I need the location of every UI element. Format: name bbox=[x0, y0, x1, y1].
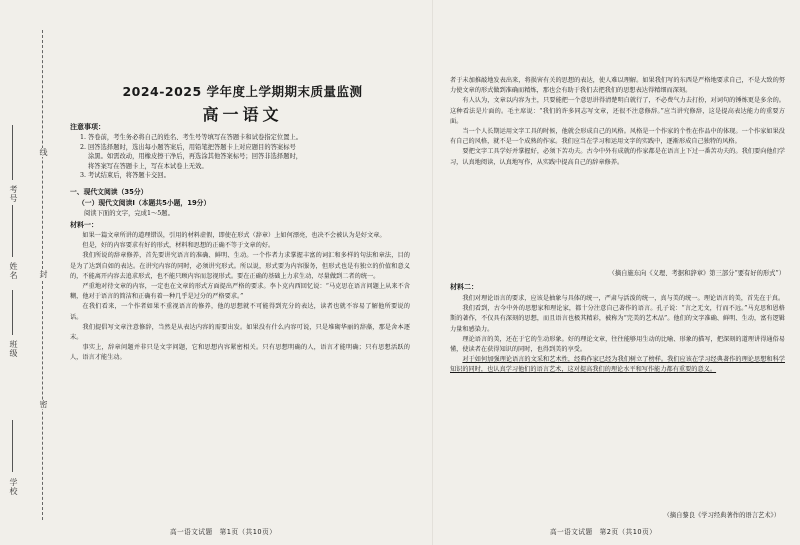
source-citation-one: （摘自施东向《义理、考据和辞章》第三部分“要有好的形式”） bbox=[608, 270, 785, 277]
paragraph: 者于未加推敲地发表出来，将损害有关的思想的表达，使人难以理解。如果我们写的东西是严格地要求自己，不是大致的努力使文章的形式做到准确而精炼，那也会有助于我们去把我们的思想表达得精细而深刻。 bbox=[450, 77, 785, 95]
notice-list bbox=[80, 133, 410, 181]
paragraph: 我们所说的辞章修养，首先要讲究语言的准确、鲜明、生动。一个作者力求掌握丰富的词汇和多样的句法和章法，目的是为了达到自如的表达。在讲究内容的同时，必须讲究形式。所以说，形式要为内容服务，但形式也是有独立的价值和意义的，不能离开内容去追求形式，也不能只顾内容而忽视形式。要在正确的基础上力求生动，尽量做到二者的统一。 bbox=[70, 252, 410, 280]
id-blank[interactable] bbox=[12, 125, 14, 180]
notice-item: 3. 考试结束后，将答题卡交回。 bbox=[80, 172, 170, 179]
binding-id-label: 考号 bbox=[9, 185, 18, 203]
page-footer-left: 高一语文试题 第1页（共10页） bbox=[170, 528, 277, 536]
material-one-continued bbox=[450, 76, 785, 254]
paragraph: 如果一篇文章所讲的道理错误，引用的材料虚假，即使在形式（辞章）上如何漂亮，也决不会被认为是好文章。 bbox=[82, 232, 386, 239]
reading-instruction: 阅读下面的文字，完成1～5题。 bbox=[84, 210, 174, 217]
school-blank[interactable] bbox=[12, 420, 14, 472]
material-one-heading: 材料一： bbox=[70, 221, 98, 229]
paragraph: 理论语言的美，还在于它的生动形象。好的理论文章，往往能够用生动的比喻、形象的描写，把深刻的道理讲得通俗易懂，使读者在获得知识的同时，也得到美的享受。 bbox=[450, 335, 785, 354]
paragraph: 在我们看来，一个作者如果不重视语言的修养，他的思想就不可能得到充分的表达，读者也就不容易了解他所要说的话。 bbox=[70, 303, 410, 321]
paragraph: 我们提倡写文章注意修辞，当然是从表达内容的需要出发。如果没有什么内容可说，只是堆砌华丽的辞藻，那是舍本逐末。 bbox=[70, 323, 410, 342]
seal-char-seal: 封 bbox=[39, 270, 48, 279]
paragraph: 事实上，辞章问题并非只是文字问题，它和思想内容紧密相关。只有思想明确的人，语言才能明确；只有思想活跃的人，语言才能生动。 bbox=[70, 344, 410, 362]
left-page bbox=[70, 0, 415, 545]
source-citation-two: （摘自黎良《学习经典著作的语言艺术》） bbox=[663, 512, 780, 519]
notice-item: 将答案写在答题卡上，写在本试卷上无效。 bbox=[88, 162, 208, 170]
material-two-text bbox=[450, 294, 785, 508]
material-one-text bbox=[70, 231, 410, 521]
section-heading: 一、现代文阅读（35分） bbox=[70, 188, 148, 196]
paragraph: 但是，好的内容要求有好的形式，材料和思想的正确不等于文章的好。 bbox=[82, 242, 275, 250]
subject-title: 高一语文 bbox=[202, 105, 283, 124]
page-footer-right: 高一语文试题 第2页（共10页） bbox=[550, 528, 657, 536]
notice-heading: 注意事项： bbox=[70, 123, 105, 131]
paragraph: 我们对理论语言的要求，应该是抽象与具体的统一，严肃与活泼的统一，真与美的统一。理论语言的美，首先在于真。 bbox=[462, 295, 785, 302]
binding-name-label: 姓名 bbox=[9, 262, 18, 280]
exam-title: 2024-2025 学年度上学期期末质量监测 bbox=[122, 84, 363, 99]
paragraph: 要把文字工具学好并掌握好，必须下苦功夫。古今中外有成就的作家都是在语言上下过一番苦功夫的。我们要向他们学习，认真地阅读，认真地写作，从实践中提高自己的辞章修养。 bbox=[450, 148, 785, 166]
binding-school-label: 学校 bbox=[9, 478, 18, 496]
paragraph: 对于如何加强理论语言的文采和艺术性，经典作家已经为我们树立了榜样。我们应该在学习经典著作的理论思想和科学知识的同时，也认真学习他们的语言艺术，这对提高我们的理论水平和写作能力都有重要的意义。 bbox=[450, 356, 785, 374]
class-blank[interactable] bbox=[12, 290, 14, 335]
notice-item: 1. 答卷前，考生务必将自己的姓名、考生号等填写在答题卡和试卷指定位置上。 bbox=[80, 134, 303, 141]
seal-char-line: 线 bbox=[39, 148, 48, 157]
seal-char-secret: 密 bbox=[39, 400, 48, 409]
page-divider bbox=[432, 0, 433, 545]
name-blank[interactable] bbox=[12, 205, 14, 257]
material-two-heading: 材料二： bbox=[450, 283, 478, 291]
paragraph: 严重地对待文章的内容，一定也在文章的形式方面提出严格的要求。李卜克内西回忆说：“马克思在语言问题上从来不含糊，他对于语言的简洁和正确有着一种几乎是过分的严格要求。” bbox=[70, 283, 410, 301]
binding-margin bbox=[0, 0, 62, 545]
paragraph: 我们看到，古今中外的思想家和理论家，都十分注意自己著作的语言。孔子说：“言之无文，行而不远。”马克思和恩格斯的著作，不仅具有深刻的思想，而且语言也极其精彩，被称为“完美的艺术品”。他们的文字准确、鲜明、生动，富有逻辑力量和感染力。 bbox=[450, 305, 785, 333]
notice-item: 2. 回答选择题时，选出每小题答案后，用铅笔把答题卡上对应题目的答案标号 bbox=[80, 143, 296, 151]
paragraph: 当一个人长期运用文字工具的时候，他就会形成自己的风格。风格是一个作家的个性在作品中的体现。一个作家如果没有自己的风格，就不是一个成熟的作家。我们应当在学习和运用文字的实践中，逐渐形成自己独特的风格。 bbox=[450, 128, 785, 146]
notice-item: 涂黑。如需改动，用橡皮擦干净后，再选涂其他答案标号；回答非选择题时， bbox=[88, 153, 303, 160]
part-heading: （一）现代文阅读Ⅰ（本题共5小题，19分） bbox=[78, 199, 211, 207]
binding-class-label: 班级 bbox=[9, 340, 18, 358]
right-page bbox=[450, 0, 790, 545]
paragraph: 有人认为，文章以内容为主，只要能把一个意思讲得清楚明白就行了，不必费气力去打扮，对词句的锤炼更是多余的。这种看法是片面的。毛主席说：“我们的许多同志写文章，还很不注意修辞。”应当讲究修辞，这是提高表达能力的重要方面。 bbox=[450, 97, 785, 125]
